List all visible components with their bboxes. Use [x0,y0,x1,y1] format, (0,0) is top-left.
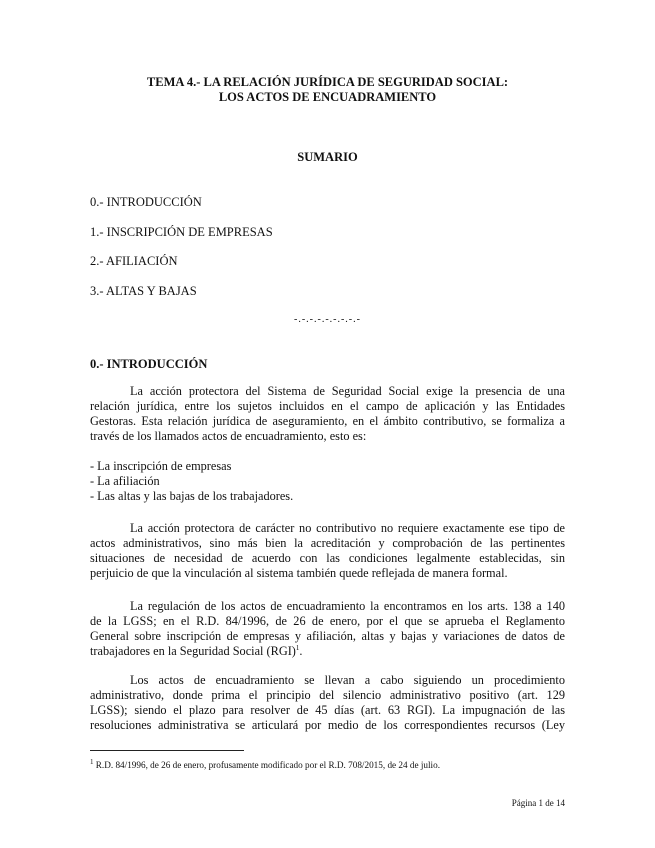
footnote [90,757,441,770]
title-line-2: LOS ACTOS DE ENCUADRAMIENTO [218,90,437,104]
paragraph-line: de la LGSS; en el R.D. 84/1996, de 26 de enero, por el que se aprueba el Reglamento [90,614,565,628]
paragraph-line: perjuicio de que la vinculación al sistema también quede reflejada de manera formal. [90,566,508,580]
list-item: - La inscripción de empresas [90,459,232,473]
toc-item-altas-bajas: 3.- ALTAS Y BAJAS [90,284,197,298]
paragraph-line: resoluciones administrativa se articulará por medio de los correspondientes recursos (Ley [90,718,565,732]
paragraph-2 [90,521,565,581]
separator: -.-.-.-.-.-.-.-.- [294,314,361,325]
paragraph-line: relación jurídica, entre los sujetos incluidos en el campo de aplicación y las Entidades [90,399,565,413]
title-line-1: TEMA 4.- LA RELACIÓN JURÍDICA DE SEGURIDAD SOCIAL: [146,75,509,89]
paragraph-line: LGSS); siendo el plazo para resolver de 45 días (art. 63 RGI). La impugnación de las [90,703,565,717]
paragraph-3 [90,599,565,659]
list-item: - La afiliación [90,474,160,488]
paragraph-line: administrativo, donde prima el principio del silencio administrativo positivo (art. 129 [90,688,565,702]
page-number: Página 1 de 14 [511,798,565,808]
footnote-reference[interactable]: 1 [295,643,300,652]
footnote-divider [90,750,244,751]
paragraph-line: actos administrativos, sino más bien la acreditación y comprobación de las pertinentes [90,536,565,550]
paragraph-line-text: trabajadores en la Seguridad Social (RGI) [90,644,296,658]
paragraph-line: General sobre inscripción de empresas y afiliación, altas y bajas y variaciones de datos de [90,629,565,643]
list-item: - Las altas y las bajas de los trabajadores. [90,489,294,503]
toc-item-introduccion: 0.- INTRODUCCIÓN [90,195,202,209]
footnote-mark: 1 [90,757,94,766]
paragraph-line: La acción protectora del Sistema de Seguridad Social exige la presencia de una [130,384,565,398]
paragraph-line: situaciones de necesidad de acuerdo con las condiciones legalmente establecidas, sin [90,551,565,565]
paragraph-line: Los actos de encuadramiento se llevan a cabo siguiendo un procedimiento [130,673,565,687]
section-heading: 0.- INTRODUCCIÓN [90,357,208,371]
toc-item-afiliacion: 2.- AFILIACIÓN [90,254,178,268]
paragraph-line: La regulación de los actos de encuadramiento la encontramos en los arts. 138 a 140 [130,599,565,613]
paragraph-line: través de los llamados actos de encuadramiento, esto es: [90,429,367,443]
encuadramiento-list [90,459,293,504]
toc-item-inscripcion: 1.- INSCRIPCIÓN DE EMPRESAS [90,225,273,239]
paragraph-line [90,644,565,659]
document-title [90,75,565,105]
sumario-heading: SUMARIO [297,150,358,164]
paragraph-4 [90,673,565,733]
paragraph-line-end: . [299,644,303,658]
paragraph-1 [90,384,565,444]
footnote-text: R.D. 84/1996, de 26 de enero, profusamente modificado por el R.D. 708/2015, de 24 de julio. [93,760,441,770]
paragraph-line: La acción protectora de carácter no contributivo no requiere exactamente ese tipo de [130,521,565,535]
paragraph-line: Gestoras. Esta relación jurídica de aseguramiento, en el ámbito contributivo, se formaliza a [90,414,565,428]
